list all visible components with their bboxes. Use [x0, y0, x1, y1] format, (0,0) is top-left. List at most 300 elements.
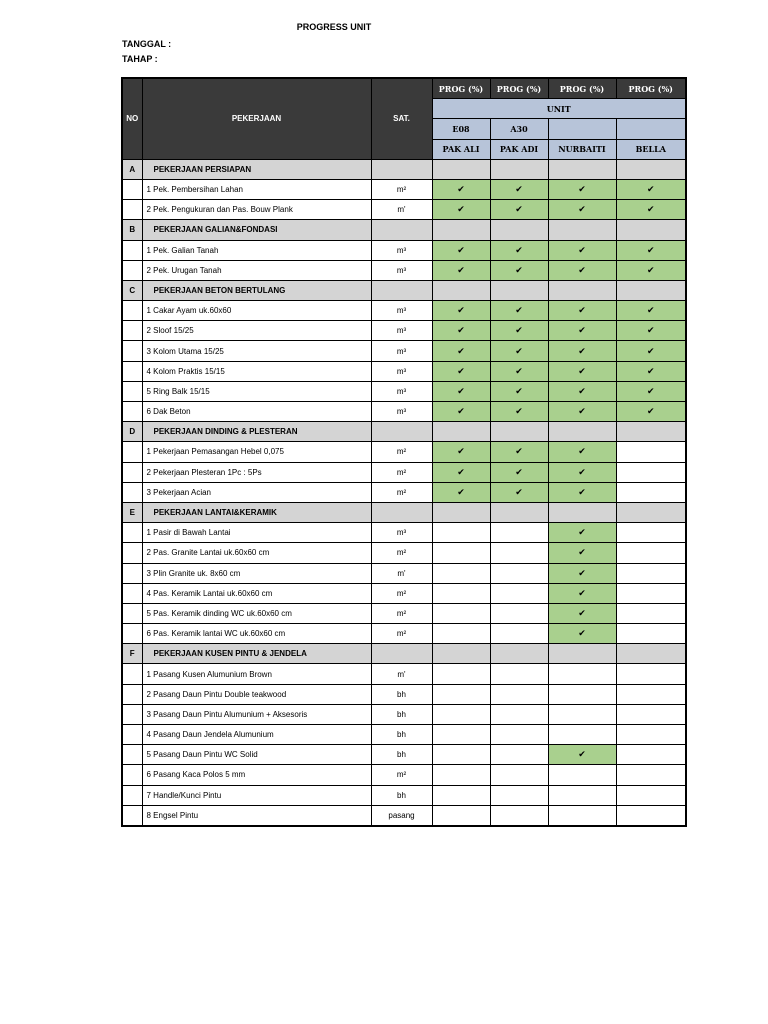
- header-no: NO: [122, 78, 142, 159]
- work-item: 4 Pasang Daun Jendela Alumunium: [142, 725, 371, 745]
- unit-code: [616, 119, 686, 139]
- progress-cell-empty: [490, 684, 548, 704]
- work-item: 2 Pek. Pengukuran dan Pas. Bouw Plank: [142, 200, 371, 220]
- check-icon: ✔: [457, 365, 465, 376]
- check-icon: ✔: [578, 305, 586, 316]
- progress-cell-done: [490, 240, 548, 260]
- section-code: D: [122, 422, 142, 442]
- progress-cell-done: [616, 341, 686, 361]
- check-icon: ✔: [646, 365, 655, 376]
- table-row: [122, 200, 686, 220]
- progress-cell-done: [548, 200, 616, 220]
- work-unit: m²: [371, 442, 432, 462]
- check-icon: ✔: [515, 466, 523, 477]
- section-cell: [371, 502, 432, 522]
- page-title: PROGRESS UNIT: [296, 22, 372, 32]
- work-unit: bh: [371, 745, 432, 765]
- progress-cell-done: [432, 402, 490, 422]
- progress-cell-done: [548, 341, 616, 361]
- section-title: PEKERJAAN PERSIAPAN: [142, 159, 371, 179]
- owner-name: NURBAITI: [548, 139, 616, 159]
- work-unit: m²: [371, 624, 432, 644]
- progress-cell-done: [548, 543, 616, 563]
- progress-cell-empty: [490, 603, 548, 623]
- progress-cell-done: [616, 179, 686, 199]
- header-prog: PROG (%): [616, 78, 686, 99]
- check-icon: ✔: [578, 204, 586, 215]
- work-unit: m²: [371, 603, 432, 623]
- progress-cell-done: [490, 200, 548, 220]
- table-row: [122, 523, 686, 543]
- check-icon: ✔: [578, 628, 586, 639]
- section-row: [122, 502, 686, 522]
- unit-code: [548, 119, 616, 139]
- progress-cell-done: [548, 523, 616, 543]
- section-cell: [548, 159, 616, 179]
- progress-cell-done: [548, 240, 616, 260]
- section-cell: [371, 422, 432, 442]
- section-code: C: [122, 280, 142, 300]
- work-unit: m³: [371, 260, 432, 280]
- section-cell: [371, 220, 432, 240]
- work-unit: m³: [371, 321, 432, 341]
- section-cell: [548, 220, 616, 240]
- work-item: 7 Handle/Kunci Pintu: [142, 785, 371, 805]
- progress-cell-empty: [548, 725, 616, 745]
- progress-cell-empty: [432, 765, 490, 785]
- check-icon: ✔: [578, 264, 586, 275]
- work-unit: m': [371, 200, 432, 220]
- progress-cell-done: [548, 583, 616, 603]
- work-item: 4 Kolom Praktis 15/15: [142, 361, 371, 381]
- table-row: [122, 381, 686, 401]
- progress-cell-empty: [490, 785, 548, 805]
- row-no-cell: [122, 664, 142, 684]
- check-icon: ✔: [578, 345, 586, 356]
- progress-cell-empty: [432, 725, 490, 745]
- section-cell: [616, 644, 686, 664]
- work-item: 2 Pek. Urugan Tanah: [142, 260, 371, 280]
- check-icon: ✔: [578, 325, 586, 336]
- row-no-cell: [122, 240, 142, 260]
- progress-cell-empty: [432, 543, 490, 563]
- section-title: PEKERJAAN DINDING & PLESTERAN: [142, 422, 371, 442]
- check-icon: ✔: [515, 325, 523, 336]
- row-no-cell: [122, 543, 142, 563]
- progress-cell-done: [616, 321, 686, 341]
- work-unit: m²: [371, 543, 432, 563]
- section-title: PEKERJAAN BETON BERTULANG: [142, 280, 371, 300]
- work-unit: m³: [371, 402, 432, 422]
- table-row: [122, 482, 686, 502]
- section-title: PEKERJAAN GALIAN&FONDASI: [142, 220, 371, 240]
- progress-cell-empty: [548, 704, 616, 724]
- table-row: [122, 240, 686, 260]
- work-unit: m²: [371, 179, 432, 199]
- progress-cell-empty: [548, 785, 616, 805]
- check-icon: ✔: [515, 345, 523, 356]
- check-icon: ✔: [457, 406, 465, 417]
- check-icon: ✔: [578, 446, 586, 457]
- row-no-cell: [122, 482, 142, 502]
- row-no-cell: [122, 523, 142, 543]
- check-icon: ✔: [578, 184, 586, 195]
- progress-cell-done: [548, 260, 616, 280]
- row-no-cell: [122, 603, 142, 623]
- progress-cell-empty: [490, 765, 548, 785]
- progress-cell-empty: [616, 765, 686, 785]
- check-icon: ✔: [515, 486, 523, 497]
- owner-name: PAK ALI: [432, 139, 490, 159]
- section-cell: [548, 422, 616, 442]
- work-unit: m²: [371, 583, 432, 603]
- progress-cell-empty: [490, 725, 548, 745]
- section-code: B: [122, 220, 142, 240]
- check-icon: ✔: [578, 486, 586, 497]
- section-cell: [432, 280, 490, 300]
- check-icon: ✔: [646, 264, 655, 275]
- progress-cell-empty: [616, 563, 686, 583]
- progress-cell-empty: [490, 543, 548, 563]
- check-icon: ✔: [646, 385, 655, 396]
- progress-cell-done: [616, 200, 686, 220]
- row-no-cell: [122, 624, 142, 644]
- work-item: 3 Plin Granite uk. 8x60 cm: [142, 563, 371, 583]
- check-icon: ✔: [457, 345, 465, 356]
- row-no-cell: [122, 341, 142, 361]
- progress-cell-done: [432, 200, 490, 220]
- work-item: 4 Pas. Keramik Lantai uk.60x60 cm: [142, 583, 371, 603]
- progress-cell-done: [432, 341, 490, 361]
- check-icon: ✔: [578, 406, 586, 417]
- row-no-cell: [122, 462, 142, 482]
- progress-cell-empty: [616, 664, 686, 684]
- progress-cell-done: [490, 482, 548, 502]
- table-row: [122, 402, 686, 422]
- table-row: [122, 260, 686, 280]
- table-row: [122, 179, 686, 199]
- table-row: [122, 563, 686, 583]
- check-icon: ✔: [515, 365, 523, 376]
- owner-name: PAK ADI: [490, 139, 548, 159]
- work-item: 1 Pek. Pembersihan Lahan: [142, 179, 371, 199]
- progress-cell-done: [616, 361, 686, 381]
- table-row: [122, 462, 686, 482]
- progress-cell-empty: [616, 462, 686, 482]
- progress-cell-empty: [616, 543, 686, 563]
- section-cell: [616, 280, 686, 300]
- section-row: [122, 220, 686, 240]
- section-cell: [616, 220, 686, 240]
- table-row: [122, 684, 686, 704]
- work-item: 1 Cakar Ayam uk.60x60: [142, 301, 371, 321]
- row-no-cell: [122, 765, 142, 785]
- row-no-cell: [122, 260, 142, 280]
- check-icon: ✔: [515, 244, 523, 255]
- row-no-cell: [122, 725, 142, 745]
- row-no-cell: [122, 200, 142, 220]
- section-row: [122, 280, 686, 300]
- progress-cell-done: [490, 442, 548, 462]
- progress-cell-done: [548, 462, 616, 482]
- work-item: 5 Pasang Daun Pintu WC Solid: [142, 745, 371, 765]
- progress-cell-done: [432, 321, 490, 341]
- work-unit: m³: [371, 381, 432, 401]
- table-row: [122, 442, 686, 462]
- check-icon: ✔: [457, 486, 465, 497]
- progress-cell-done: [616, 381, 686, 401]
- unit-code: A30: [490, 119, 548, 139]
- progress-cell-empty: [548, 765, 616, 785]
- table-row: [122, 624, 686, 644]
- progress-cell-done: [432, 301, 490, 321]
- table-row: [122, 785, 686, 805]
- work-item: 2 Pas. Granite Lantai uk.60x60 cm: [142, 543, 371, 563]
- check-icon: ✔: [646, 305, 655, 316]
- progress-cell-done: [616, 240, 686, 260]
- section-row: [122, 159, 686, 179]
- progress-cell-done: [548, 442, 616, 462]
- table-row: [122, 583, 686, 603]
- check-icon: ✔: [578, 567, 586, 578]
- work-unit: m³: [371, 301, 432, 321]
- section-cell: [432, 220, 490, 240]
- progress-cell-done: [490, 179, 548, 199]
- work-unit: m³: [371, 341, 432, 361]
- row-no-cell: [122, 583, 142, 603]
- section-row: [122, 644, 686, 664]
- section-cell: [490, 220, 548, 240]
- section-cell: [490, 159, 548, 179]
- section-cell: [371, 280, 432, 300]
- table-row: [122, 361, 686, 381]
- progress-cell-done: [432, 381, 490, 401]
- work-item: 5 Ring Balk 15/15: [142, 381, 371, 401]
- progress-cell-done: [490, 301, 548, 321]
- section-row: [122, 422, 686, 442]
- work-item: 1 Pasang Kusen Alumunium Brown: [142, 664, 371, 684]
- header-pekerjaan: PEKERJAAN: [142, 78, 371, 159]
- progress-cell-done: [490, 402, 548, 422]
- row-no-cell: [122, 563, 142, 583]
- section-cell: [490, 280, 548, 300]
- progress-cell-done: [548, 381, 616, 401]
- work-item: 3 Pasang Daun Pintu Alumunium + Aksesoris: [142, 704, 371, 724]
- check-icon: ✔: [515, 446, 523, 457]
- check-icon: ✔: [457, 244, 465, 255]
- progress-cell-done: [432, 482, 490, 502]
- progress-cell-done: [490, 260, 548, 280]
- progress-cell-empty: [616, 583, 686, 603]
- table-row: [122, 603, 686, 623]
- section-cell: [432, 644, 490, 664]
- work-item: 8 Engsel Pintu: [142, 805, 371, 826]
- row-no-cell: [122, 785, 142, 805]
- section-cell: [548, 502, 616, 522]
- header-sat: SAT.: [371, 78, 432, 159]
- header-prog: PROG (%): [548, 78, 616, 99]
- check-icon: ✔: [646, 204, 655, 215]
- check-icon: ✔: [457, 446, 465, 457]
- progress-cell-empty: [432, 684, 490, 704]
- work-unit: m³: [371, 361, 432, 381]
- check-icon: ✔: [578, 365, 586, 376]
- work-item: 3 Kolom Utama 15/25: [142, 341, 371, 361]
- progress-cell-empty: [616, 684, 686, 704]
- progress-table: [121, 77, 687, 827]
- work-item: 1 Pekerjaan Pemasangan Hebel 0,075: [142, 442, 371, 462]
- progress-cell-empty: [548, 664, 616, 684]
- progress-cell-done: [490, 462, 548, 482]
- progress-cell-empty: [432, 805, 490, 826]
- section-cell: [548, 280, 616, 300]
- check-icon: ✔: [578, 587, 586, 598]
- section-title: PEKERJAAN LANTAI&KERAMIK: [142, 502, 371, 522]
- section-cell: [371, 644, 432, 664]
- check-icon: ✔: [578, 244, 586, 255]
- section-cell: [490, 422, 548, 442]
- work-unit: m': [371, 563, 432, 583]
- check-icon: ✔: [578, 466, 586, 477]
- table-row: [122, 321, 686, 341]
- progress-cell-empty: [432, 583, 490, 603]
- table-row: [122, 543, 686, 563]
- unit-code: E08: [432, 119, 490, 139]
- check-icon: ✔: [578, 547, 586, 558]
- row-no-cell: [122, 301, 142, 321]
- section-code: F: [122, 644, 142, 664]
- progress-cell-done: [432, 179, 490, 199]
- progress-cell-done: [490, 361, 548, 381]
- progress-cell-empty: [490, 745, 548, 765]
- row-no-cell: [122, 704, 142, 724]
- check-icon: ✔: [457, 184, 465, 195]
- row-no-cell: [122, 402, 142, 422]
- section-cell: [490, 502, 548, 522]
- table-row: [122, 341, 686, 361]
- progress-cell-done: [432, 361, 490, 381]
- check-icon: ✔: [646, 406, 655, 417]
- progress-cell-done: [548, 563, 616, 583]
- check-icon: ✔: [515, 184, 523, 195]
- check-icon: ✔: [515, 264, 523, 275]
- tanggal-label: TANGGAL :: [122, 39, 172, 49]
- row-no-cell: [122, 684, 142, 704]
- check-icon: ✔: [578, 607, 586, 618]
- check-icon: ✔: [578, 749, 586, 760]
- progress-cell-empty: [548, 684, 616, 704]
- check-icon: ✔: [646, 325, 655, 336]
- section-cell: [616, 422, 686, 442]
- progress-cell-empty: [616, 482, 686, 502]
- check-icon: ✔: [457, 204, 465, 215]
- work-unit: bh: [371, 725, 432, 745]
- check-icon: ✔: [515, 385, 523, 396]
- table-row: [122, 301, 686, 321]
- progress-cell-done: [490, 381, 548, 401]
- section-cell: [616, 159, 686, 179]
- progress-cell-empty: [432, 664, 490, 684]
- section-cell: [490, 644, 548, 664]
- progress-cell-done: [548, 301, 616, 321]
- progress-cell-empty: [616, 785, 686, 805]
- work-unit: m²: [371, 462, 432, 482]
- work-item: 6 Dak Beton: [142, 402, 371, 422]
- header-prog: PROG (%): [432, 78, 490, 99]
- header-prog: PROG (%): [490, 78, 548, 99]
- row-no-cell: [122, 745, 142, 765]
- work-item: 3 Pekerjaan Acian: [142, 482, 371, 502]
- check-icon: ✔: [457, 466, 465, 477]
- progress-cell-empty: [490, 664, 548, 684]
- progress-cell-empty: [432, 785, 490, 805]
- section-cell: [432, 422, 490, 442]
- progress-cell-empty: [490, 563, 548, 583]
- work-item: 2 Pasang Daun Pintu Double teakwood: [142, 684, 371, 704]
- progress-cell-done: [432, 442, 490, 462]
- check-icon: ✔: [515, 406, 523, 417]
- progress-cell-done: [490, 321, 548, 341]
- progress-cell-empty: [432, 563, 490, 583]
- table-row: [122, 765, 686, 785]
- work-item: 6 Pasang Kaca Polos 5 mm: [142, 765, 371, 785]
- row-no-cell: [122, 179, 142, 199]
- progress-cell-empty: [616, 704, 686, 724]
- progress-cell-done: [616, 301, 686, 321]
- progress-cell-empty: [490, 704, 548, 724]
- check-icon: ✔: [515, 204, 523, 215]
- progress-cell-done: [548, 745, 616, 765]
- section-cell: [548, 644, 616, 664]
- progress-cell-empty: [432, 745, 490, 765]
- check-icon: ✔: [646, 184, 655, 195]
- progress-cell-done: [616, 260, 686, 280]
- check-icon: ✔: [515, 305, 523, 316]
- row-no-cell: [122, 321, 142, 341]
- tahap-label: TAHAP :: [122, 54, 158, 64]
- section-code: E: [122, 502, 142, 522]
- section-code: A: [122, 159, 142, 179]
- check-icon: ✔: [578, 385, 586, 396]
- work-item: 2 Sloof 15/25: [142, 321, 371, 341]
- table-row: [122, 745, 686, 765]
- progress-cell-done: [548, 482, 616, 502]
- section-cell: [432, 502, 490, 522]
- row-no-cell: [122, 361, 142, 381]
- work-unit: m': [371, 664, 432, 684]
- progress-cell-done: [432, 240, 490, 260]
- row-no-cell: [122, 381, 142, 401]
- section-cell: [371, 159, 432, 179]
- progress-cell-done: [548, 624, 616, 644]
- work-item: 1 Pek. Galian Tanah: [142, 240, 371, 260]
- section-title: PEKERJAAN KUSEN PINTU & JENDELA: [142, 644, 371, 664]
- section-cell: [432, 159, 490, 179]
- progress-cell-empty: [616, 624, 686, 644]
- check-icon: ✔: [457, 305, 465, 316]
- progress-cell-empty: [490, 805, 548, 826]
- work-item: 1 Pasir di Bawah Lantai: [142, 523, 371, 543]
- check-icon: ✔: [457, 385, 465, 396]
- table-row: [122, 704, 686, 724]
- table-row: [122, 725, 686, 745]
- progress-cell-done: [548, 402, 616, 422]
- progress-cell-empty: [616, 603, 686, 623]
- work-item: 5 Pas. Keramik dinding WC uk.60x60 cm: [142, 603, 371, 623]
- table-row: [122, 664, 686, 684]
- work-unit: bh: [371, 684, 432, 704]
- check-icon: ✔: [457, 264, 465, 275]
